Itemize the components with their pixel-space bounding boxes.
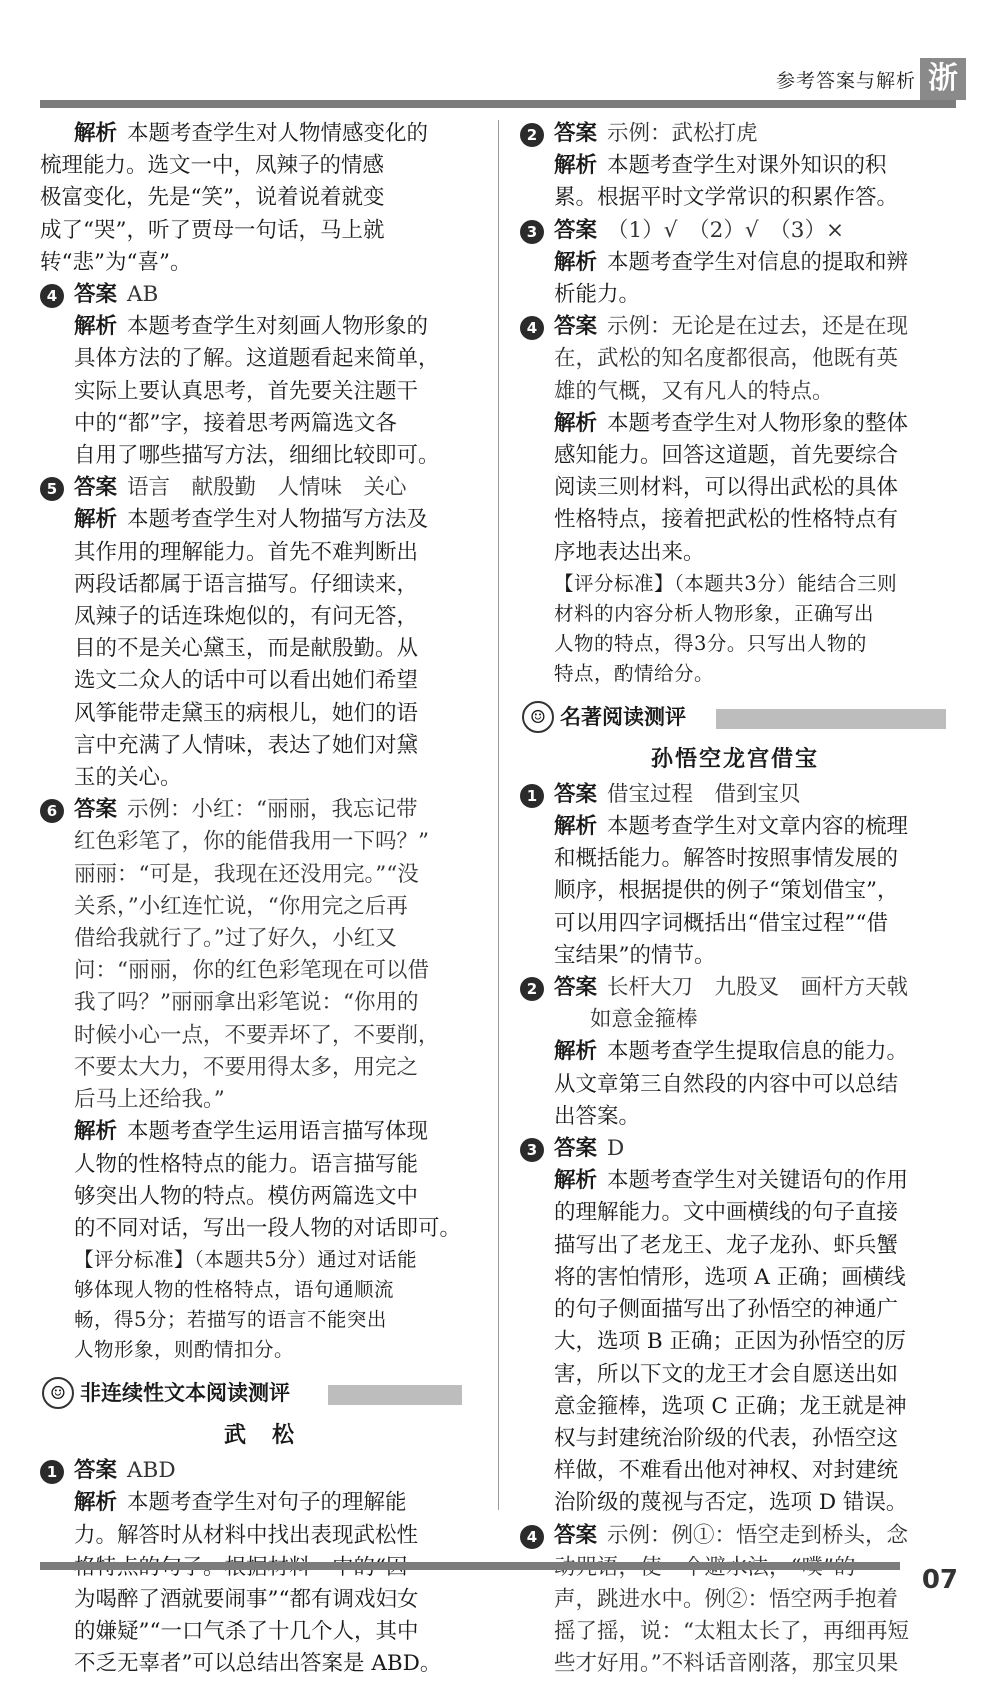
analysis-block-q3	[40, 118, 480, 279]
text-line: 害，所以下文的龙王才会自愿送出如	[554, 1361, 899, 1387]
text-line: 目的不是关心黛玉，而是献殷勤。从	[74, 636, 419, 662]
analysis-label: 解析	[74, 1490, 118, 1516]
text-line: 权与封建统治阶级的代表，孙悟空这	[554, 1425, 899, 1451]
answer-text: 示例：小红：“丽丽，我忘记带	[127, 797, 418, 823]
question-5	[40, 472, 480, 794]
question-m2	[520, 972, 950, 1133]
answer-label: 答案	[74, 475, 118, 501]
answer-line: 问：“丽丽，你的红色彩笔现在可以借	[74, 958, 429, 984]
text-line: 顺序，根据提供的例子“策划借宝”，	[554, 878, 899, 904]
section-bar	[328, 1385, 462, 1405]
analysis-label: 解析	[554, 153, 598, 179]
analysis-label: 解析	[554, 249, 598, 275]
text-line: 具体方法的了解。这道题看起来简单，	[74, 346, 440, 372]
answer-line: 时候小心一点，不要弄坏了，不要削，	[74, 1022, 440, 1048]
scoring-line: 人物的特点，得3分。只写出人物的	[554, 631, 867, 655]
text-line: 人物的性格特点的能力。语言描写能	[74, 1151, 419, 1177]
scoring-line: 【评分标准】（本题共5分）通过对话能	[74, 1248, 418, 1272]
text-line: 成了“哭”，听了贾母一句话，马上就	[40, 217, 385, 243]
question-number: 3	[520, 1138, 544, 1162]
question-number: 3	[520, 220, 544, 244]
analysis-label: 解析	[554, 1168, 598, 1194]
text-line: 阅读三则材料，可以得出武松的具体	[554, 475, 899, 501]
header-badge: 浙	[920, 58, 966, 100]
text-line: 本题考查学生对课外知识的积	[607, 153, 887, 179]
text-line: 样做，不难看出他对神权、对封建统	[554, 1458, 899, 1484]
section-title: 名著阅读测评	[560, 704, 686, 729]
text-line: 感知能力。回答这道题，首先要综合	[554, 443, 899, 469]
section-header-classics	[520, 699, 950, 737]
text-line: 治阶级的蔑视与否定，选项 D 错误。	[554, 1490, 908, 1516]
text-line: 累。根据平时文学常识的积累作答。	[554, 185, 899, 211]
question-m4	[520, 1520, 950, 1681]
text-line: 从文章第三自然段的内容中可以总结	[554, 1071, 899, 1097]
answer-label: 答案	[554, 781, 598, 807]
answer-text: 借宝过程 借到宝贝	[607, 781, 801, 807]
analysis-label: 解析	[74, 1119, 118, 1145]
answer-line: 关系，”小红连忙说，“你用完之后再	[74, 893, 408, 919]
text-line: 本题考查学生对人物情感变化的	[127, 121, 429, 146]
text-line: 性格特点，接着把武松的性格特点有	[554, 507, 899, 533]
question-number: 4	[520, 1525, 544, 1549]
question-number: 1	[40, 1460, 64, 1484]
answer-text: 示例：武松打虎	[607, 121, 758, 146]
answer-label: 答案	[554, 975, 598, 1001]
header-rule	[40, 100, 956, 108]
question-s2	[520, 118, 950, 215]
analysis-label: 解析	[74, 121, 118, 146]
text-line: 中的“都”字，接着思考两篇选文各	[74, 410, 397, 436]
answer-line: 我了吗？”丽丽拿出彩笔说：“你用的	[74, 990, 419, 1016]
text-line: 出答案。	[554, 1103, 641, 1129]
answer-line: 后马上还给我。”	[74, 1087, 225, 1113]
answer-label: 答案	[74, 797, 118, 823]
text-line: 实际上要认真思考，首先要关注题干	[74, 378, 419, 404]
analysis-label: 解析	[74, 507, 118, 533]
question-m1	[520, 779, 950, 972]
question-m3	[520, 1133, 950, 1519]
text-line: 和概括能力。解答时按照事情发展的	[554, 846, 899, 872]
text-line: 本题考查学生对文章内容的梳理	[607, 814, 909, 840]
text-line: 转“悲”为“喜”。	[40, 249, 192, 275]
text-line: 序地表达出来。	[554, 539, 705, 565]
text-line: 的理解能力。文中画横线的句子直接	[554, 1200, 899, 1226]
answer-line: 声，跳进水中。例②：悟空两手抱着	[554, 1586, 899, 1612]
question-number: 1	[520, 784, 544, 808]
text-line: 描写出了老龙王、龙子龙孙、虾兵蟹	[554, 1232, 899, 1258]
text-line: 凤辣子的话连珠炮似的，有问无答，	[74, 604, 419, 630]
question-number: 5	[40, 477, 64, 501]
text-line: 本题考查学生对人物描写方法及	[127, 507, 429, 533]
right-column	[520, 118, 950, 1681]
text-line: 析能力。	[554, 282, 641, 308]
text-line: 风筝能带走黛玉的病根儿，她们的语	[74, 700, 419, 726]
question-number: 6	[40, 799, 64, 823]
scoring-line: 够体现人物的性格特点，语句通顺流	[74, 1278, 395, 1302]
question-4	[40, 279, 480, 472]
answer-line: 借给我就行了。”过了好久，小红又	[74, 926, 397, 952]
text-line: 的嫌疑”“一口气杀了十几个人，其中	[74, 1619, 419, 1645]
section-subtitle: 孙悟空龙宫借宝	[650, 746, 819, 772]
answer-label: 答案	[554, 1522, 598, 1548]
answer-text: 示例：无论是在过去，还是在现	[607, 314, 909, 340]
page-header	[0, 0, 996, 110]
text-line: 本题考查学生对刻画人物形象的	[127, 314, 429, 340]
scoring-line: 畅，得5分；若描写的语言不能突出	[74, 1308, 387, 1332]
answer-label: 答案	[554, 121, 598, 146]
scoring-line: 人物形象，则酌情扣分。	[74, 1338, 295, 1362]
analysis-label: 解析	[74, 314, 118, 340]
text-line: 其作用的理解能力。首先不难判断出	[74, 539, 419, 565]
reader-face-icon: ☺	[522, 701, 554, 733]
answer-label: 答案	[74, 282, 118, 308]
text-line: 不乏无辜者”可以总结出答案是 ABD。	[74, 1651, 442, 1677]
text-line: 梳理能力。选文一中，凤辣子的情感	[40, 153, 385, 179]
answer-line: 如意金箍棒	[590, 1007, 698, 1033]
left-column	[40, 118, 480, 1681]
question-number: 4	[40, 284, 64, 308]
text-line: 本题考查学生运用语言描写体现	[127, 1119, 429, 1145]
answer-text: 示例：例①：悟空走到桥头，念	[607, 1522, 909, 1548]
answer-line: 些才好用。”不料话音刚落，那宝贝果	[554, 1651, 899, 1677]
text-line: 玉的关心。	[74, 765, 182, 791]
question-number: 2	[520, 977, 544, 1001]
answer-line: 不要太大力，不要用得太多，用完之	[74, 1054, 419, 1080]
text-line: 自用了哪些描写方法，细细比较即可。	[74, 443, 440, 469]
text-line: 本题考查学生对人物形象的整体	[607, 410, 909, 436]
question-number: 2	[520, 123, 544, 147]
text-line: 选文二众人的话中可以看出她们希望	[74, 668, 419, 694]
scoring-line: 特点，酌情给分。	[554, 661, 715, 685]
section-bar	[716, 709, 946, 729]
answer-label: 答案	[554, 217, 598, 243]
scoring-line: 【评分标准】（本题共3分）能结合三则	[554, 571, 898, 595]
scoring-line: 材料的内容分析人物形象，正确写出	[554, 601, 875, 625]
section-header-nonlinear	[40, 1375, 480, 1413]
text-line: 意金箍棒，选项 C 正确；龙王就是神	[554, 1393, 907, 1419]
answer-text: D	[607, 1136, 625, 1162]
text-line: 力。解答时从材料中找出表现武松性	[74, 1522, 419, 1548]
text-line: 本题考查学生对句子的理解能	[127, 1490, 407, 1516]
reader-face-icon: ☺	[42, 1377, 74, 1409]
question-number: 4	[520, 316, 544, 340]
answer-text: 长杆大刀 九股叉 画杆方天戟	[607, 975, 909, 1001]
text-line: 本题考查学生对信息的提取和辨	[607, 249, 909, 275]
analysis-label: 解析	[554, 410, 598, 436]
answer-text: AB	[127, 282, 159, 308]
text-line: 两段话都属于语言描写。仔细读来，	[74, 571, 419, 597]
text-line: 宝结果”的情节。	[554, 942, 716, 968]
answer-line: 在，武松的知名度都很高，他既有英	[554, 346, 899, 372]
page-number: 07	[921, 1565, 958, 1595]
question-6	[40, 794, 480, 1365]
analysis-label: 解析	[554, 814, 598, 840]
text-line: 大，选项 B 正确；正因为孙悟空的厉	[554, 1329, 906, 1355]
text-line: 为喝醉了酒就要闹事”“都有调戏妇女	[74, 1586, 419, 1612]
answer-label: 答案	[74, 1458, 118, 1484]
text-line: 本题考查学生提取信息的能力。	[607, 1039, 909, 1065]
answer-line: 摇了摇，说：“太粗太长了，再细再短	[554, 1619, 909, 1645]
text-line: 的句子侧面描写出了孙悟空的神通广	[554, 1297, 899, 1323]
question-s3	[520, 215, 950, 312]
text-line: 够突出人物的特点。模仿两篇选文中	[74, 1183, 419, 1209]
answer-text: ABD	[127, 1458, 176, 1484]
answer-line: 雄的气概，又有凡人的特点。	[554, 378, 834, 404]
answer-text: 语言 献殷勤 人情味 关心	[127, 475, 407, 501]
section-subtitle: 武 松	[223, 1423, 296, 1449]
answer-text: （1）√ （2）√ （3）×	[607, 217, 844, 243]
text-line: 可以用四字词概括出“借宝过程”“借	[554, 910, 888, 936]
analysis-label: 解析	[554, 1039, 598, 1065]
text-line: 的不同对话，写出一段人物的对话即可。	[74, 1215, 462, 1241]
answer-label: 答案	[554, 314, 598, 340]
section-title: 非连续性文本阅读测评	[80, 1381, 290, 1406]
text-line: 本题考查学生对关键语句的作用	[607, 1168, 909, 1194]
column-divider	[498, 120, 499, 1510]
footer-rule	[40, 1562, 900, 1570]
text-line: 言中充满了人情味，表达了她们对黛	[74, 732, 419, 758]
answer-label: 答案	[554, 1136, 598, 1162]
question-s4	[520, 311, 950, 689]
answer-line: 红色彩笔了，你的能借我用一下吗？”	[74, 829, 429, 855]
text-line: 极富变化，先是“笑”，说着说着就变	[40, 185, 385, 211]
text-line: 将的害怕情形，选项 A 正确；画横线	[554, 1264, 906, 1290]
answer-line: 丽丽：“可是，我现在还没用完。”“没	[74, 861, 419, 887]
header-title: 参考答案与解析	[775, 70, 916, 92]
